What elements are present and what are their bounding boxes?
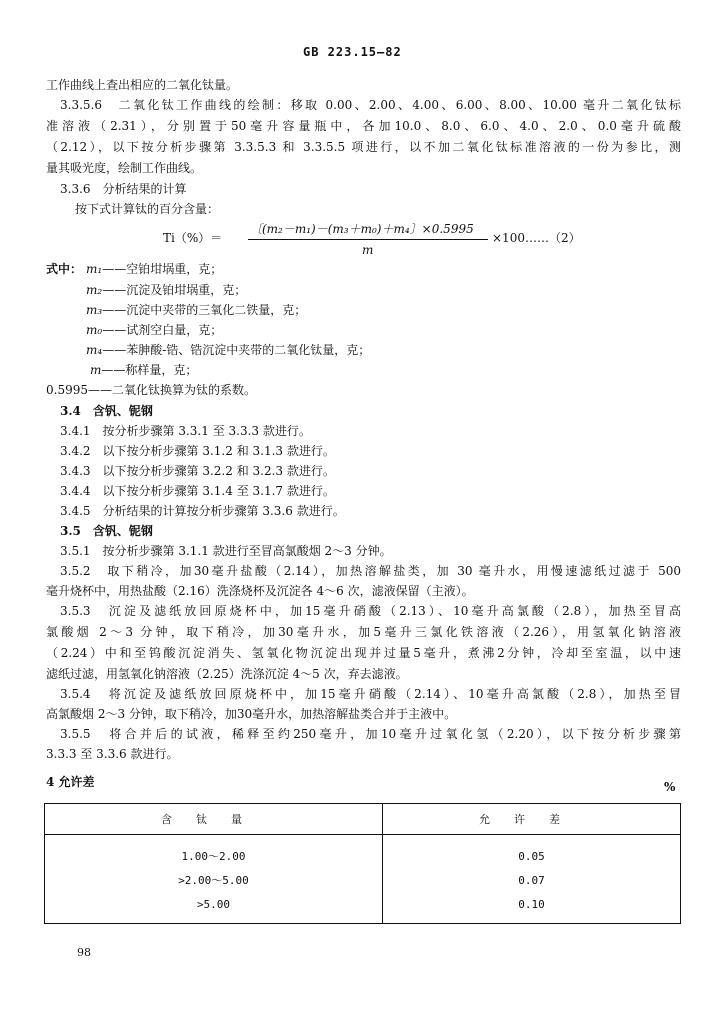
standard-number-header: GB 223.15—82 xyxy=(303,45,402,59)
table-cell-range: 1.00～2.00 xyxy=(181,850,246,863)
continuation-line: 工作曲线上查出相应的二氧化钛量。 xyxy=(46,78,239,92)
table-row xyxy=(45,892,681,924)
para-3356-line4: 量其吸光度，绘制工作曲线。 xyxy=(46,161,203,175)
variable-description: ——空铂坩埚重，克； xyxy=(102,262,223,276)
para-353-line2: 氯酸烟 2～3 分钟，取下稍冷，加30毫升水，加5毫升三氯化铁溶液（2.26），用氢氧化钠溶液 xyxy=(46,625,681,639)
table-cell-tolerance: 0.07 xyxy=(383,868,681,892)
para-352-line1: 3.5.2 取下稍冷，加30毫升盐酸（2.14），加热溶解盐类，加 30 毫升水，用慢速滤纸过滤于 500 xyxy=(60,564,681,578)
variable-line xyxy=(86,261,222,277)
variable-symbol: m xyxy=(90,363,102,377)
section-34-item: 3.4.3 以下按分析步骤第 3.2.2 和 3.2.3 款进行。 xyxy=(60,464,335,478)
section-34-item: 3.4.2 以下按分析步骤第 3.1.2 和 3.1.3 款进行。 xyxy=(60,444,335,458)
para-3356-line2: 准溶液（2.31），分别置于50毫升容量瓶中，各加10.0、8.0、6.0、4.0、2.0、0.0毫升硫酸 xyxy=(46,119,681,133)
table-cell-range: >2.00～5.00 xyxy=(178,874,249,887)
para-355-line2: 3.3.3 至 3.3.6 款进行。 xyxy=(46,747,179,761)
para-353-line3: （2.24）中和至钨酸沉淀消失、氢氧化物沉淀出现并过量5毫升，煮沸2分钟，冷却至室温，以中速 xyxy=(46,646,681,660)
table-cell-tolerance: 0.10 xyxy=(383,892,681,924)
page-number: 98 xyxy=(77,946,91,959)
variable-description: ——沉淀及铂坩埚重，克； xyxy=(102,283,247,297)
table-header-row xyxy=(45,804,681,835)
variable-symbol: m₄ xyxy=(86,343,103,357)
table-row xyxy=(45,835,681,869)
section-34-item: 3.4.1 按分析步骤第 3.3.1 至 3.3.3 款进行。 xyxy=(60,424,311,438)
formula-denominator: m xyxy=(362,243,374,257)
formula-lhs: Ti（%）＝ xyxy=(163,231,223,245)
para-3356-line3: （2.12），以下按分析步骤第 3.3.5.3 和 3.3.5.5 项进行，以不加二氧化钛标准溶液的一份为参比，测 xyxy=(46,140,681,154)
section-34-title: 3.4 含钒、铌钢 xyxy=(60,404,153,418)
para-351: 3.5.1 按分析步骤第 3.1.1 款进行至冒高氯酸烟 2～3 分钟。 xyxy=(60,544,392,558)
variable-description: ——苯胂酸-锆、锆沉淀中夹带的二氧化钛量，克； xyxy=(102,343,371,357)
section-34-item: 3.4.5 分析结果的计算按分析步骤第 3.3.6 款进行。 xyxy=(60,504,345,518)
variable-description: ——沉淀中夹带的三氧化二铁量，克； xyxy=(102,303,307,317)
where-prefix: 式中： xyxy=(46,262,83,276)
table-cell-tolerance: 0.05 xyxy=(383,835,681,869)
para-353-line1: 3.5.3 沉淀及滤纸放回原烧杯中，加15毫升硝酸（2.13）、10毫升高氯酸（2.8），加热至冒高 xyxy=(60,604,681,618)
table-cell-range: >5.00 xyxy=(196,897,231,911)
table-header-titanium-content: 含钛量 xyxy=(45,804,383,835)
para-355-line1: 3.5.5 将合并后的试液，稀释至约250毫升，加10毫升过氧化氢（2.20），以下按分析步骤第 xyxy=(60,727,681,741)
variable-symbol: m₁ xyxy=(86,262,103,276)
section-35-title: 3.5 含钒、铌钢 xyxy=(60,524,153,538)
variable-line xyxy=(86,342,370,358)
variable-line xyxy=(86,302,306,318)
section-336-title: 3.3.6 分析结果的计算 xyxy=(60,182,187,196)
variable-symbol: m₀ xyxy=(86,323,103,337)
formula-numerator: 〔(m₂－m₁)－(m₃＋m₀)＋m₄〕×0.5995 xyxy=(250,222,474,236)
variable-symbol: m₂ xyxy=(86,283,103,297)
section-336-intro: 按下式计算钛的百分含量： xyxy=(75,202,220,216)
variable-description: ——称样量，克； xyxy=(101,363,198,377)
variable-line xyxy=(86,322,222,338)
variable-line xyxy=(86,282,246,298)
para-352-line2: 毫升烧杯中，用热盐酸（2.16）洗涤烧杯及沉淀各 4～6 次，滤液保留（主液）。 xyxy=(46,584,474,598)
unit-label: % xyxy=(664,780,676,794)
variable-symbol: m₃ xyxy=(86,303,103,317)
para-353-line4: 滤纸过滤，用氢氧化钠溶液（2.25）洗涤沉淀 4～5 次，弃去滤液。 xyxy=(46,667,408,681)
coefficient-line: 0.5995——二氧化钛换算为钛的系数。 xyxy=(46,383,256,397)
para-354-line2: 高氯酸烟 2～3 分钟，取下稍冷，加30毫升水，加热溶解盐类合并于主液中。 xyxy=(46,707,457,721)
formula-suffix: ×100……（2） xyxy=(492,231,581,245)
tolerance-table xyxy=(44,803,681,924)
table-row xyxy=(45,868,681,892)
section-34-item: 3.4.4 以下按分析步骤第 3.1.4 至 3.1.7 款进行。 xyxy=(60,484,335,498)
variable-line xyxy=(90,362,197,378)
para-3356-line1: 3.3.5.6 二氧化钛工作曲线的绘制：移取 0.00、2.00、4.00、6.00、8.00、10.00 毫升二氧化钛标 xyxy=(60,98,681,112)
section-4-title: 4 允许差 xyxy=(46,775,95,789)
para-354-line1: 3.5.4 将沉淀及滤纸放回原烧杯中，加15毫升硝酸（2.14）、10毫升高氯酸（2.8），加热至冒 xyxy=(60,687,681,701)
formula-fraction-bar xyxy=(248,239,488,240)
variable-description: ——试剂空白量，克； xyxy=(102,323,223,337)
table-header-tolerance: 允许差 xyxy=(383,804,681,835)
